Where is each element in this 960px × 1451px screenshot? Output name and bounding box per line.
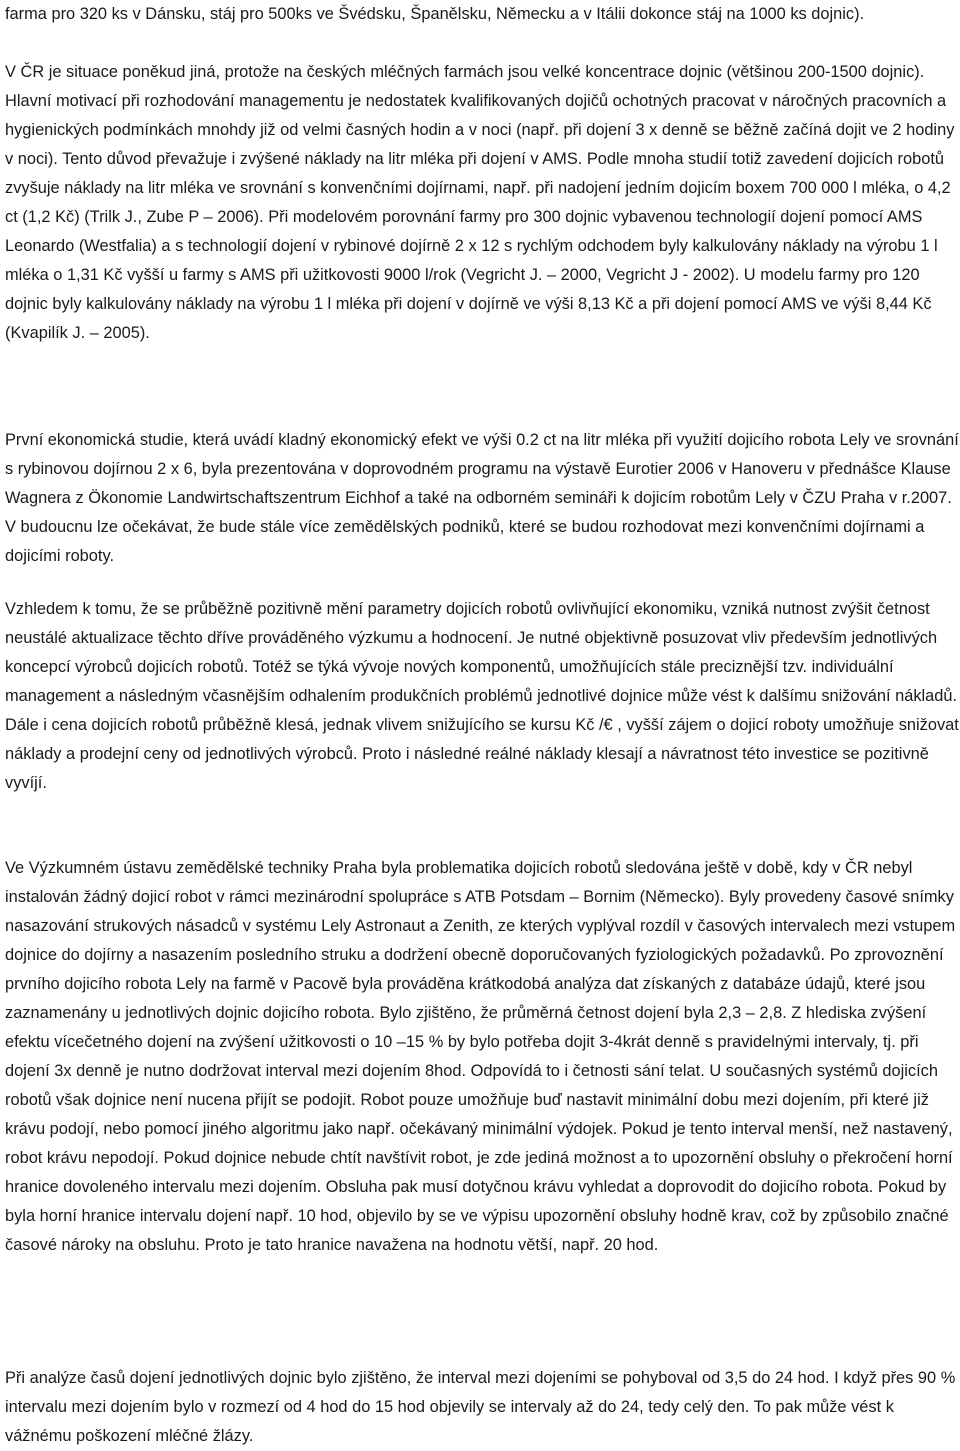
paragraph-economic-study: První ekonomická studie, která uvádí kladný ekonomický efekt ve výši 0.2 ct na litr mléka při využití dojicího robota Lely ve srovnání s rybinovou dojírnou 2 x 6, byla prezentována v doprovodném programu na výstavě Eurotier 2006 v Hanoveru v přednášce Klause Wagnera z Ökonomie Landwirtschaftszentrum Eichhof a také na odborném semináři k dojicím robotům Lely v ČZU Praha v r.2007. V budoucnu lze očekávat, že bude stále více zemědělských podniků, které se budou rozhodovat mezi konvenčními dojírnami a dojicími roboty. <box>5 431 959 565</box>
paragraph-research-institute: Ve Výzkumném ústavu zemědělské techniky Praha byla problematika dojicích robotů sledována ještě v době, kdy v ČR nebyl instalován žádný dojicí robot v rámci mezinárodní spolupráce s ATB Potsdam – Bornim (Německo). Byly provedeny časové snímky nasazování strukových násadců v systému Lely Astronaut a Zenith, ze kterých vyplýval rozdíl v časových intervalech mezi vstupem dojnice do dojírny a nasazením posledního struku a dodržení obecně doporučovaných fyziologických požadavků. Po zprovoznění prvního dojicího robota Lely na farmě v Pacově byla prováděna krátkodobá analýza dat získaných z databáze údajů, které jsou zaznamenány u jednotlivých dojnic dojicího robota. Bylo zjištěno, že průměrná četnost dojení byla 2,3 – 2,8. Z hlediska zvýšení efektu vícečetného dojení na zvýšení užitkovosti o 10 –15 % by bylo potřeba dojit 3-4krát denně s pravidelnými intervaly, tj. při dojení 3x denně je nutno dodržovat interval mezi dojením 8hod. Odpovídá to i četnosti sání telat. U současných systémů dojicích robotů však dojnice není nucena přijít se podojit. Robot pouze umožňuje buď nastavit minimální dobu mezi dojením, při které již krávu podojí, nebo pomocí jiného algoritmu jako např. očekávaný minimální výdojek. Pokud je tento interval menší, než nastavený, robot krávu nepodojí. Pokud dojnice nebude chtít navštívit robot, je zde jediná možnost a to upozornění obsluhy o překročení horní hranice dovoleného intervalu mezi dojením. Obsluha pak musí dotyčnou krávu vyhledat a doprovodit do dojicího robota. Pokud by byla horní hranice intervalu dojení např. 10 hod, objevilo by se ve výpisu upozornění obsluhy hodně krav, což by způsobilo značné časové nároky na obsluhu. Proto je tato hranice navažena na hodnotu větší, např. 20 hod. <box>5 859 956 1254</box>
paragraph-interval-analysis: Při analýze časů dojení jednotlivých dojnic bylo zjištěno, že interval mezi dojeními se pohyboval od 3,5 do 24 hod. I když přes 90 % intervalu mezi dojením bylo v rozmezí od 4 hod do 15 hod objevily se intervaly až do 24, tedy celý den. To pak může vést k vážnému poškození mléčné žlázy. <box>5 1369 956 1445</box>
paragraph-robot-parameters: Vzhledem k tomu, že se průběžně pozitivně mění parametry dojicích robotů ovlivňující ekonomiku, vzniká nutnost zvýšit četnost neustálé aktualizace těchto dříve prováděného výzkumu a hodnocení. Je nutné objektivně posuzovat vliv především jednotlivých koncepcí výrobců dojicích robotů. Totéž se týká vývoje nových komponentů, umožňujících stále preciznější tzv. individuální management a následným včasnějším odhalením produkčních problémů jednotlivé dojnice může vést k dalšímu snižování nákladů. Dále i cena dojicích robotů průběžně klesá, jednak vlivem snižujícího se kursu Kč /€ , vyšší zájem o dojicí roboty umožňuje snižovat náklady a prodejní ceny od jednotlivých výrobců. Proto i následné reálné náklady klesají a návratnost této investice se pozitivně vyvíjí. <box>5 600 959 792</box>
paragraph-farm-sizes: farma pro 320 ks v Dánsku, stáj pro 500ks ve Švédsku, Španělsku, Německu a v Itálii dokonce stáj na 1000 ks dojnic). <box>5 5 865 23</box>
paragraph-czech-situation: V ČR je situace poněkud jiná, protože na českých mléčných farmách jsou velké koncentrace dojnic (většinou 200-1500 dojnic). Hlavní motivací při rozhodování managementu je nedostatek kvalifikovaných dojičů ochotných pracovat v náročných pracovních a hygienických podmínkách mnohdy již od velmi časných hodin a v noci (např. při dojení 3 x denně se běžně začíná dojit ve 2 hodiny v noci). Tento důvod převažuje i zvýšené náklady na litr mléka při dojení v AMS. Podle mnoha studií totiž zavedení dojicích robotů zvyšuje náklady na litr mléka ve srovnání s konvenčními dojírnami, např. při nadojení jedním dojicím boxem 700 000 l mléka, o 4,2 ct (1,2 Kč) (Trilk J., Zube P – 2006). Při modelovém porovnání farmy pro 300 dojnic vybavenou technologií dojení pomocí AMS Leonardo (Westfalia) a s technologií dojení v rybinové dojírně 2 x 12 s rychlým odchodem byly kalkulovány náklady na výrobu 1 l mléka o 1,31 Kč vyšší u farmy s AMS při užitkovosti 9000 l/rok (Vegricht J. – 2000, Vegricht J - 2002). U modelu farmy pro 120 dojnic byly kalkulovány náklady na výrobu 1 l mléka při dojení v dojírně ve výši 8,13 Kč a při dojení pomocí AMS ve výši 8,44 Kč (Kvapilík J. – 2005). <box>5 63 955 342</box>
